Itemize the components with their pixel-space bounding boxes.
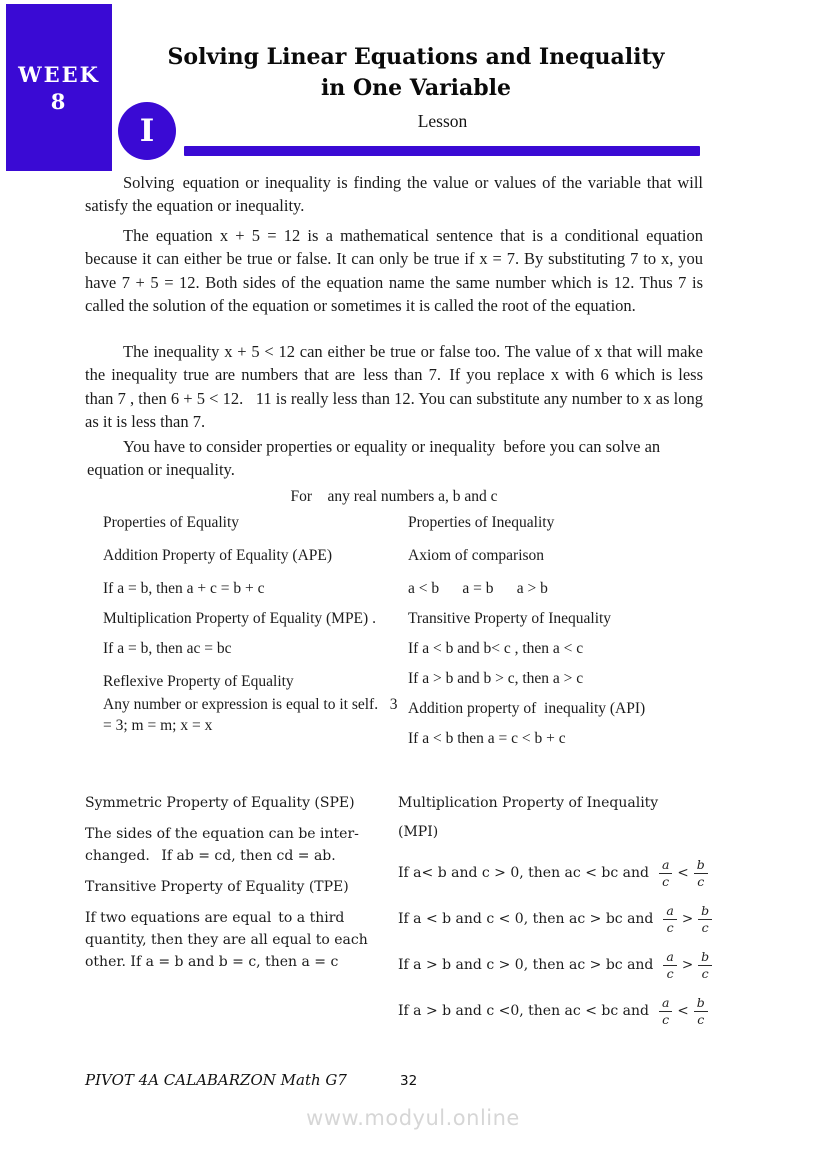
fraction-denominator: c (697, 873, 705, 889)
fraction-denominator: c (701, 965, 709, 981)
fraction-expression (663, 904, 712, 935)
mpi-header-line-1: Multiplication Property of Inequality (398, 795, 659, 811)
fraction-expression (663, 950, 712, 981)
properties-intro-line: For any real numbers a, b and c (290, 488, 498, 505)
fraction-expression (659, 996, 708, 1027)
comparison-operator: < (677, 1003, 689, 1019)
fraction-numerator: b (694, 858, 708, 874)
equality-column-header: Properties of Equality (103, 514, 240, 531)
mpi-rule (398, 942, 743, 988)
equality-row: Any number or expression is equal to it self. 3 = 3; m = m; x = x (103, 696, 398, 734)
inequality-row: Axiom of comparison (408, 547, 545, 564)
equality-row: Reflexive Property of Equality (103, 673, 294, 690)
fraction-numerator: a (659, 858, 672, 874)
fraction-denominator: c (662, 873, 670, 889)
equality-row: Multiplication Property of Equality (MPE) . (103, 610, 376, 627)
mpi-rule (398, 988, 743, 1034)
mpi-rule-text: If a < b and c < 0, then ac > bc and (398, 911, 654, 927)
equality-row: If a = b, then ac = bc (103, 640, 232, 657)
mpi-rule-text: If a< b and c > 0, then ac < bc and (398, 865, 649, 881)
paragraph-equation-example: The equation x + 5 = 12 is a mathematical sentence that is a conditional equation because it can either be true or false. It can only be true if x = 7. By substituting 7 to x, you have 7 + 5 = 12. Both sides of the equation name the same number which is 12. Thus 7 is called the solution of the equation or sometimes it is called the root of the equation. (85, 226, 703, 316)
equality-row: Addition Property of Equality (APE) (103, 547, 333, 564)
title-line-1: Solving Linear Equations and Inequality (167, 44, 665, 70)
mpi-rule-text: If a > b and c > 0, then ac > bc and (398, 957, 654, 973)
fraction-denominator: c (666, 919, 674, 935)
fraction-numerator: a (663, 904, 676, 920)
intro-phase-letter: I (139, 113, 155, 149)
fraction-numerator: b (698, 904, 712, 920)
inequality-row: Transitive Property of Inequality (408, 610, 612, 627)
equality-row: If a = b, then a + c = b + c (103, 580, 265, 597)
inequality-row: Addition property of inequality (API) (408, 700, 646, 717)
equality-row: Transitive Property of Equality (TPE) (85, 879, 349, 895)
fraction-numerator: b (694, 996, 708, 1012)
inequality-row: If a < b and b< c , then a < c (408, 640, 584, 657)
paragraph-intro: Solving equation or inequality is finding the value or values of the variable that will satisfy the equation or inequality. (85, 173, 703, 216)
equality-row: The sides of the equation can be inter-changed. If ab = cd, then cd = ab. (85, 826, 359, 864)
week-badge (6, 4, 112, 171)
mpi-rule (398, 896, 743, 942)
fraction (694, 858, 708, 889)
fraction (663, 950, 676, 981)
inequality-row: If a < b then a = c < b + c (408, 730, 566, 747)
mpi-column (398, 792, 743, 1034)
equality-row: If two equations are equal to a third quantity, then they are all equal to each other. If a = b and b = c, then a = c (85, 910, 368, 970)
week-label: WEEK (18, 61, 100, 87)
fraction-numerator: b (698, 950, 712, 966)
fraction (663, 904, 676, 935)
fraction (659, 858, 672, 889)
equality-properties-column (103, 512, 403, 745)
lesson-divider-bar (184, 146, 700, 156)
paragraph-properties-note: You have to consider properties or equality or inequality before you can solve an equation or inequality. (87, 437, 661, 480)
inequality-row: If a > b and b > c, then a > c (408, 670, 584, 687)
intro-phase-icon (118, 102, 176, 160)
mpi-rule-text: If a > b and c <0, then ac < bc and (398, 1003, 649, 1019)
comparison-operator: > (681, 957, 694, 973)
fraction-denominator: c (697, 1011, 705, 1027)
fraction-denominator: c (662, 1011, 670, 1027)
week-number: 8 (50, 88, 68, 114)
inequality-properties-column (408, 512, 708, 758)
equality-row: Symmetric Property of Equality (SPE) (85, 795, 355, 811)
fraction (698, 904, 712, 935)
title-line-2: in One Variable (320, 75, 512, 101)
watermark-text: www.modyul.online (306, 1106, 520, 1130)
equality-properties-lower-column (85, 792, 397, 982)
page-number: 32 (400, 1073, 418, 1089)
fraction-expression (659, 858, 708, 889)
inequality-row: a < b a = b a > b (408, 580, 548, 597)
mpi-rule (398, 850, 743, 896)
page-title (136, 42, 696, 104)
footer-source-title: PIVOT 4A CALABARZON Math G7 (85, 1071, 347, 1089)
fraction (659, 996, 672, 1027)
fraction-denominator: c (701, 919, 709, 935)
fraction (698, 950, 712, 981)
lesson-label: Lesson (417, 111, 468, 131)
inequality-column-header: Properties of Inequality (408, 514, 555, 531)
paragraph-inequality-example: The inequality x + 5 < 12 can either be true or false too. The value of x that will make the inequality true are numbers that are less than 7. If you replace x with 6 which is less than 7 , then 6 + 5 < 12. 11 is really less than 12. You can substitute any number to x as long as it is less than 7. (85, 342, 703, 432)
comparison-operator: < (677, 865, 689, 881)
fraction-numerator: a (659, 996, 672, 1012)
mpi-header-line-2: (MPI) (398, 824, 439, 840)
fraction-denominator: c (666, 965, 674, 981)
comparison-operator: > (681, 911, 694, 927)
fraction (694, 996, 708, 1027)
fraction-numerator: a (663, 950, 676, 966)
